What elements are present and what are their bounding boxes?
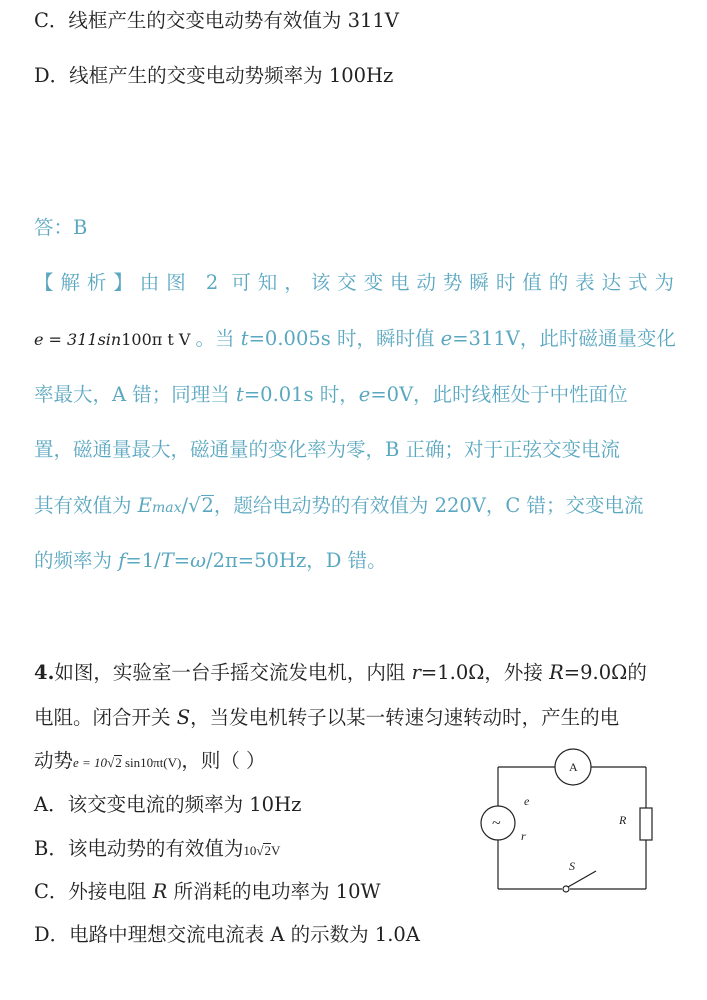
option-d-prev: D．线框产生的交变电动势频率为 100Hz	[34, 64, 394, 87]
option-c-prev: C．线框产生的交变电动势有效值为 311V	[34, 9, 399, 32]
question4-line-1: 4.如图，实验室一台手摇交流发电机，内阻 r=1.0Ω，外接 R=9.0Ω的	[34, 661, 647, 684]
analysis-line-3: 率最大，A 错；同理当 t=0.01s 时，e=0V，此时线框处于中性面位	[34, 383, 628, 406]
formula-e: e = 311sin100π t V	[34, 330, 191, 349]
option-b: B．该电动势的有效值为10√2V	[34, 837, 281, 860]
resistor-label: R	[619, 813, 627, 827]
ammeter-label: A	[569, 760, 578, 774]
circuit-diagram	[478, 742, 658, 894]
switch-blade	[568, 871, 596, 887]
analysis-line-1: 【解析】由图 2 可知，该交变电动势瞬时值的表达式为	[34, 271, 674, 294]
emf-label: e	[524, 794, 530, 808]
analysis-line-6: 的频率为 f=1/T=ω/2π=50Hz，D 错。	[34, 549, 387, 572]
internal-resistance-label: r	[521, 829, 526, 843]
switch-label: S	[569, 859, 575, 873]
option-a: A．该交变电流的频率为 10Hz	[34, 793, 302, 816]
question4-line-2: 电阻。闭合开关 S，当发电机转子以某一转速匀速转动时，产生的电	[34, 706, 620, 729]
answer-label: 答：B	[34, 216, 88, 239]
emf-formula: e = 10√2 sin10πt(V)	[73, 755, 182, 770]
sqrt-symbol: √	[188, 494, 201, 517]
analysis-line-5: 其有效值为 Emax/√2，题给电动势的有效值为 220V，C 错；交变电流	[34, 494, 644, 517]
analysis-line-4: 置，磁通量最大，磁通量的变化率为零，B 正确；对于正弦交变电流	[34, 438, 621, 461]
analysis-line-2: e = 311sin100π t V 。当 t=0.005s 时，瞬时值 e=311V，此时磁通量变化	[34, 327, 676, 350]
resistor	[640, 808, 652, 840]
option-c: C．外接电阻 R 所消耗的电功率为 10W	[34, 880, 381, 903]
option-d: D．电路中理想交流电流表 A 的示数为 1.0A	[34, 923, 420, 946]
ac-source-icon: ~	[492, 815, 501, 832]
question4-line-3: 动势e = 10√2 sin10πt(V)，则（ ）	[34, 749, 266, 772]
